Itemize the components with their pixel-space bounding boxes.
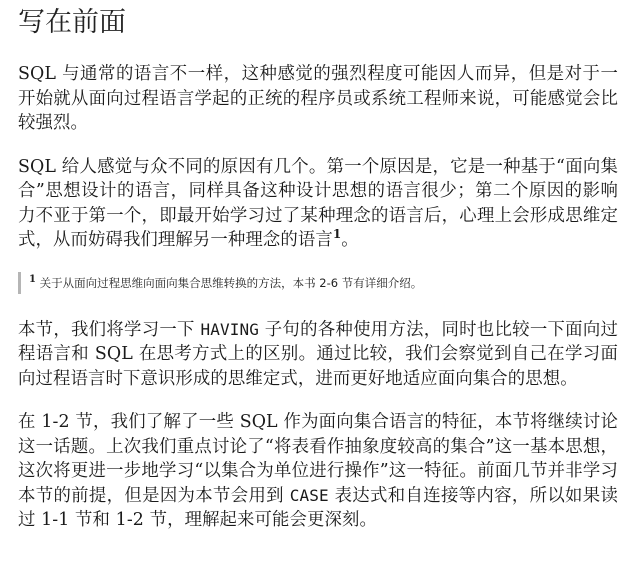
document-page — [18, 6, 618, 552]
paragraph-having — [18, 318, 618, 392]
paragraph-prereq-text-a: 在 1-2 节，我们了解了一些 SQL 作为面向集合语言的特征，本节将继续讨论这一话题。上次我们重点讨论了“将表看作抽象度较高的集合”这一基本思想，这次将更进一步地学习“以集合为单位进行操作”这一特征。前面几节并非学习本节的前提，但是因为本节会用到 — [18, 412, 618, 506]
code-case: CASE — [289, 485, 329, 505]
paragraph-having-text-b: 子句的各种使用方法，同时也比较一下面向过程语言和 SQL 在思考方式上的区别。通过比较，我们会察觉到自己在学习面向过程语言时下意识形成的思维定式，进而更好地适应面向集合的思想。 — [18, 319, 618, 389]
paragraph-prereq — [18, 410, 618, 533]
paragraph-intro-text: SQL 与通常的语言不一样，这种感觉的强烈程度可能因人而异，但是对于一开始就从面向过程语言学起的正统的程序员或系统工程师来说，可能感觉会比较强烈。 — [18, 64, 618, 133]
paragraph-intro — [18, 62, 618, 136]
page-title: 写在前面 — [18, 7, 126, 38]
footnote-reference[interactable]: 1 — [332, 227, 342, 242]
paragraph-reasons-text: SQL 给人感觉与众不同的原因有几个。第一个原因是，它是一种基于“面向集合”思想设计的语言，同样具备这种设计思想的语言很少；第二个原因的影响力不亚于第一个，即最开始学习过了某种理念的语言后，心理上会形成思维定式，从而妨碍我们理解另一种理念的语言 — [18, 156, 618, 250]
footnote-mark: 1 — [29, 273, 36, 285]
paragraph-reasons — [18, 155, 618, 253]
paragraph-reasons-end: 。 — [341, 230, 359, 250]
code-having: HAVING — [200, 319, 259, 339]
paragraph-prereq-text-b: 表达式和自连接等内容，所以如果读过 1-1 节和 1-2 节，理解起来可能会更深刻。 — [18, 485, 618, 530]
paragraph-having-text-a: 本节，我们将学习一下 — [18, 319, 201, 340]
footnote-text: 关于从面向过程思维向面向集合思维转换的方法，本书 2-6 节有详细介绍。 — [39, 275, 423, 290]
footnote — [18, 272, 618, 294]
